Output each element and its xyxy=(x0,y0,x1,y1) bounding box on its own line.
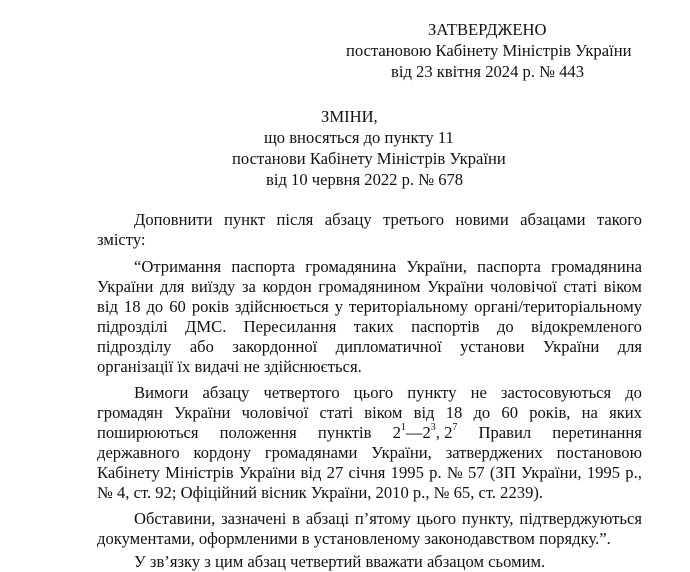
word: чоловічої xyxy=(241,403,309,422)
word: виїзду xyxy=(191,277,236,296)
word: державного xyxy=(97,443,180,462)
word: р., xyxy=(625,463,642,482)
p3-line-1 xyxy=(134,509,642,529)
word: України, xyxy=(371,443,432,462)
word: на xyxy=(581,403,598,422)
word: громадян xyxy=(97,403,163,422)
word: Пересилання xyxy=(243,317,337,336)
word: цього xyxy=(353,383,394,402)
word: не xyxy=(470,383,487,402)
word: поширюються xyxy=(97,423,199,442)
word: 1995 xyxy=(390,463,424,482)
word: абзацами xyxy=(520,210,586,229)
word: паспорта xyxy=(231,257,296,276)
heading-line-3: від 10 червня 2022 р. № 678 xyxy=(266,170,464,189)
p2-line-1 xyxy=(134,383,642,403)
word: здійснюється xyxy=(234,297,329,316)
point-range: $2^1—2^3$, $2^7$ xyxy=(392,422,458,442)
word: віком xyxy=(603,277,642,296)
word: 60 xyxy=(169,297,186,316)
word: від xyxy=(97,297,118,316)
word: установи xyxy=(460,337,525,356)
word: яких xyxy=(609,403,642,422)
word: 57 xyxy=(468,463,485,482)
word: України xyxy=(97,277,154,296)
word: № xyxy=(446,463,463,482)
word: положення xyxy=(219,423,297,442)
word: абзаці xyxy=(305,509,350,528)
word: відокремленого xyxy=(531,317,642,336)
word: років xyxy=(191,297,229,316)
word: у xyxy=(334,297,344,316)
word: пункт xyxy=(223,210,266,229)
word: 18 xyxy=(445,403,463,422)
word: років, xyxy=(529,403,571,422)
word: України xyxy=(427,277,484,296)
word: січня xyxy=(348,463,386,482)
word: України xyxy=(238,463,296,482)
heading-title: ЗМІНИ, xyxy=(321,107,378,126)
word: четвертого xyxy=(263,383,340,402)
word: пункту, xyxy=(461,509,514,528)
word: ДМС. xyxy=(185,317,227,336)
heading-line-1: що вносяться до пункту 11 xyxy=(264,128,454,147)
word: закордонної xyxy=(232,337,318,356)
word: абзацу xyxy=(202,383,250,402)
word: паспортів xyxy=(411,317,480,336)
p1-line-5 xyxy=(97,337,642,357)
p1-line-1 xyxy=(134,257,642,277)
word: чоловічої xyxy=(490,277,557,296)
p2-line-5 xyxy=(97,463,642,483)
p1-line-2 xyxy=(97,277,642,297)
word: або xyxy=(189,337,214,356)
word: (ЗП xyxy=(489,463,516,482)
word: новими xyxy=(455,210,509,229)
word: підтверджуються xyxy=(519,509,642,528)
word: р. xyxy=(429,463,442,482)
word: для xyxy=(617,337,642,356)
word: громадянами xyxy=(264,443,358,462)
p2-line-2 xyxy=(97,403,642,423)
word: 27 xyxy=(326,463,344,482)
word: після xyxy=(276,210,314,229)
word: органі/територіальному xyxy=(474,297,642,316)
word: від xyxy=(300,463,322,482)
word: постановою xyxy=(556,443,642,462)
word: паспорта xyxy=(477,257,541,276)
word: територіальному xyxy=(349,297,469,316)
word: України, xyxy=(406,257,467,276)
word: в xyxy=(292,509,301,528)
word: України xyxy=(173,403,231,422)
word: третього xyxy=(383,210,444,229)
word: Вимоги xyxy=(134,383,189,402)
word: “Отримання xyxy=(134,257,222,276)
word: перетинання xyxy=(552,423,642,442)
word: Обставини, xyxy=(134,509,216,528)
p2-line-4 xyxy=(97,443,642,463)
word: до xyxy=(473,403,491,422)
word: підрозділі xyxy=(97,317,168,336)
word: абзацу xyxy=(324,210,372,229)
word: віком xyxy=(364,403,403,422)
word: 60 xyxy=(501,403,518,422)
word: кордону xyxy=(193,443,252,462)
p1-line-4 xyxy=(97,317,642,337)
p3-line-2: документами, оформленими в установленому законодавством порядку.”. xyxy=(97,529,611,548)
word: для xyxy=(160,277,185,296)
word: 18 xyxy=(123,297,141,316)
p2-line-6: № 4, ст. 92; Офіційний вісник України, 2010 р., № 65, ст. 2239). xyxy=(97,483,544,502)
word: від xyxy=(413,403,435,422)
word: дипломатичної xyxy=(335,337,442,356)
word: Правил xyxy=(478,423,532,442)
p1-line-3 xyxy=(97,297,642,317)
word: Міністрів xyxy=(165,463,234,482)
word: до xyxy=(496,317,514,336)
word: статі xyxy=(563,277,598,296)
word: Кабінету xyxy=(97,463,160,482)
word: цього xyxy=(416,509,457,528)
word: пункту xyxy=(407,383,457,402)
p1-line-6: організації їх видачі не здійснюється. xyxy=(97,357,362,376)
intro-line-2: змісту: xyxy=(97,230,146,249)
word: зазначені xyxy=(221,509,287,528)
word: України xyxy=(542,337,600,356)
word: до xyxy=(625,383,642,402)
word: 1995 xyxy=(586,463,620,482)
approval-line-2: від 23 квітня 2024 р. № 443 xyxy=(391,62,584,81)
p2-line-3 xyxy=(97,423,642,443)
final-line: У зв’язку з цим абзац четвертий вважати абзацом сьомим. xyxy=(134,552,546,571)
heading-line-2: постанови Кабінету Міністрів України xyxy=(232,149,506,168)
intro-line-1 xyxy=(134,210,642,230)
word: п’ятому xyxy=(354,509,411,528)
word: такого xyxy=(596,210,642,229)
word: за xyxy=(242,277,256,296)
word: підрозділу xyxy=(97,337,172,356)
word: Доповнити xyxy=(134,210,213,229)
approval-line-1: постановою Кабінету Міністрів України xyxy=(346,41,632,60)
word: громадянином xyxy=(318,277,421,296)
word: затверджених xyxy=(445,443,543,462)
word: таких xyxy=(353,317,394,336)
word: застосовуються xyxy=(500,383,612,402)
word: кордон xyxy=(262,277,312,296)
word: пунктів xyxy=(317,423,372,442)
word: України, xyxy=(520,463,582,482)
word: громадянина xyxy=(551,257,642,276)
approval-title: ЗАТВЕРДЖЕНО xyxy=(428,20,547,39)
word: до xyxy=(146,297,164,316)
word: громадянина xyxy=(305,257,397,276)
word: статі xyxy=(319,403,354,422)
